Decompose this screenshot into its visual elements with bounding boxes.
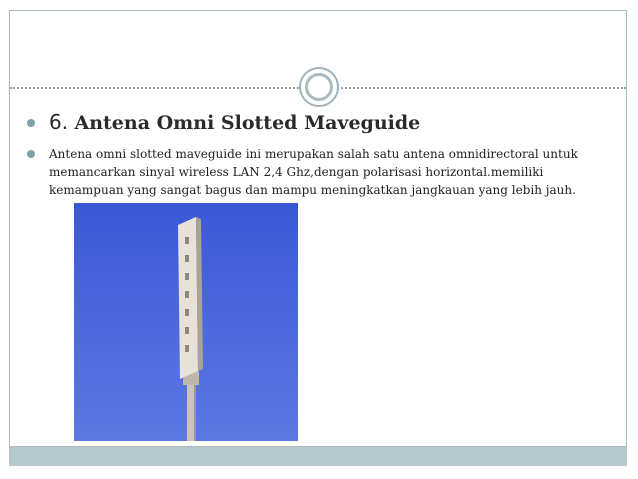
title-number: 6. <box>49 110 69 134</box>
ring-ornament-inner <box>305 73 333 101</box>
antenna-illustration <box>74 203 298 441</box>
slide-bottom-band <box>9 446 627 466</box>
bullet-icon <box>27 150 35 158</box>
slide-title <box>49 110 420 134</box>
slide-body-text: Antena omni slotted maveguide ini merupakan salah satu antena omnidirectoral untuk memancarkan sinyal wireless LAN 2,4 Ghz,dengan polarisasi horizontal.memiliki kemampuan yang sangat bagus dan mampu meningkatkan jangkauan yang lebih jauh. <box>49 147 578 197</box>
title-text: Antena Omni Slotted Maveguide <box>74 112 421 134</box>
bullet-icon <box>27 119 35 127</box>
antenna-photo <box>74 203 298 441</box>
